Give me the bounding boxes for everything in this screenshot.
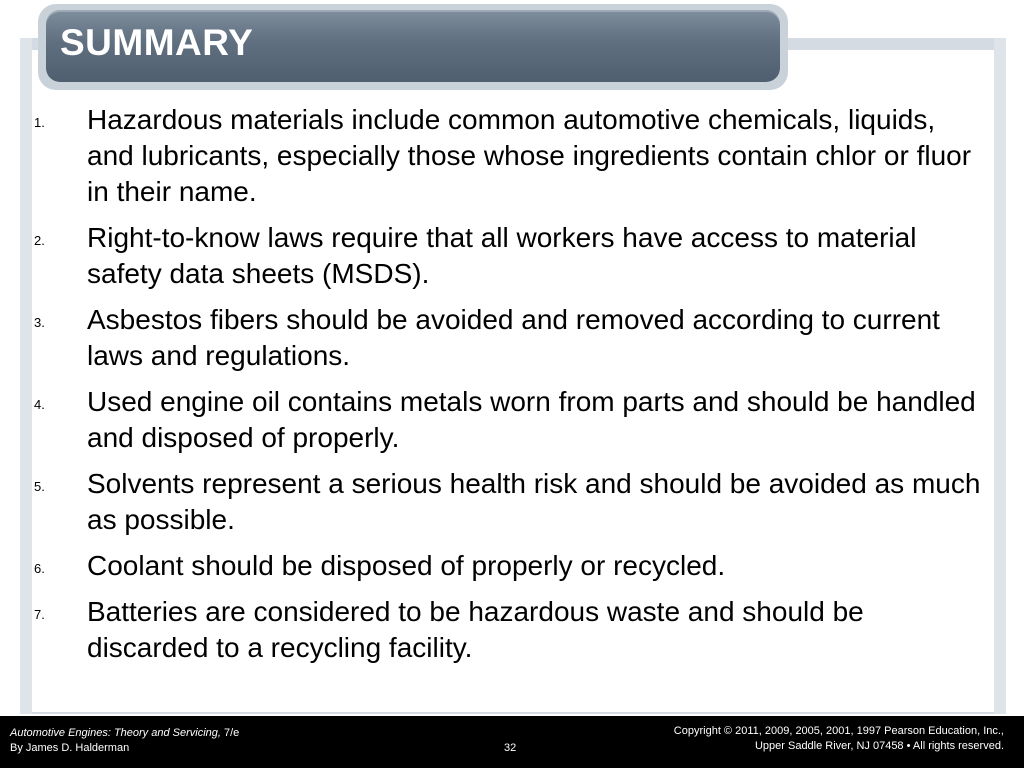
- item-text: Coolant should be disposed of properly or recycled.: [87, 550, 726, 581]
- item-number: 2.: [34, 233, 45, 248]
- copyright-line-2: Upper Saddle River, NJ 07458 • All rights reserved.: [754, 740, 1004, 752]
- list-item: [34, 466, 984, 538]
- list-item: [34, 102, 984, 210]
- list-item: [34, 594, 984, 666]
- item-text: Right-to-know laws require that all workers have access to material safety data sheets (MSDS).: [87, 222, 917, 289]
- copyright: [674, 724, 1004, 754]
- list-item: [34, 548, 984, 584]
- summary-list: [34, 102, 984, 676]
- item-number: 5.: [34, 479, 45, 494]
- item-text: Asbestos fibers should be avoided and removed according to current laws and regulations.: [87, 304, 940, 371]
- book-title: Automotive Engines: Theory and Servicing,: [10, 727, 221, 739]
- list-item: [34, 302, 984, 374]
- copyright-line-1: Copyright © 2011, 2009, 2005, 2001, 1997 Pearson Education, Inc.,: [673, 725, 1004, 737]
- book-author: By James D. Halderman: [10, 742, 130, 754]
- item-text: Solvents represent a serious health risk and should be avoided as much as possible.: [87, 468, 981, 535]
- page-number: 32: [504, 742, 517, 754]
- frame-left-bar: [20, 38, 32, 714]
- slide-title: SUMMARY: [60, 22, 254, 63]
- list-item: [34, 220, 984, 292]
- footer-book-info: [10, 726, 239, 756]
- item-text: Used engine oil contains metals worn from parts and should be handled and disposed of properly.: [87, 386, 976, 453]
- footer: [0, 716, 1024, 768]
- item-number: 1.: [34, 115, 45, 130]
- list-item: [34, 384, 984, 456]
- book-edition: 7/e: [220, 727, 240, 739]
- frame-right-bar: [994, 38, 1006, 714]
- item-number: 7.: [34, 607, 45, 622]
- item-text: Hazardous materials include common automotive chemicals, liquids, and lubricants, especially those whose ingredients contain chlor or fluor in their name.: [87, 104, 972, 207]
- item-text: Batteries are considered to be hazardous waste and should be discarded to a recycling facility.: [87, 596, 864, 663]
- item-number: 4.: [34, 397, 45, 412]
- item-number: 3.: [34, 315, 45, 330]
- item-number: 6.: [34, 561, 45, 576]
